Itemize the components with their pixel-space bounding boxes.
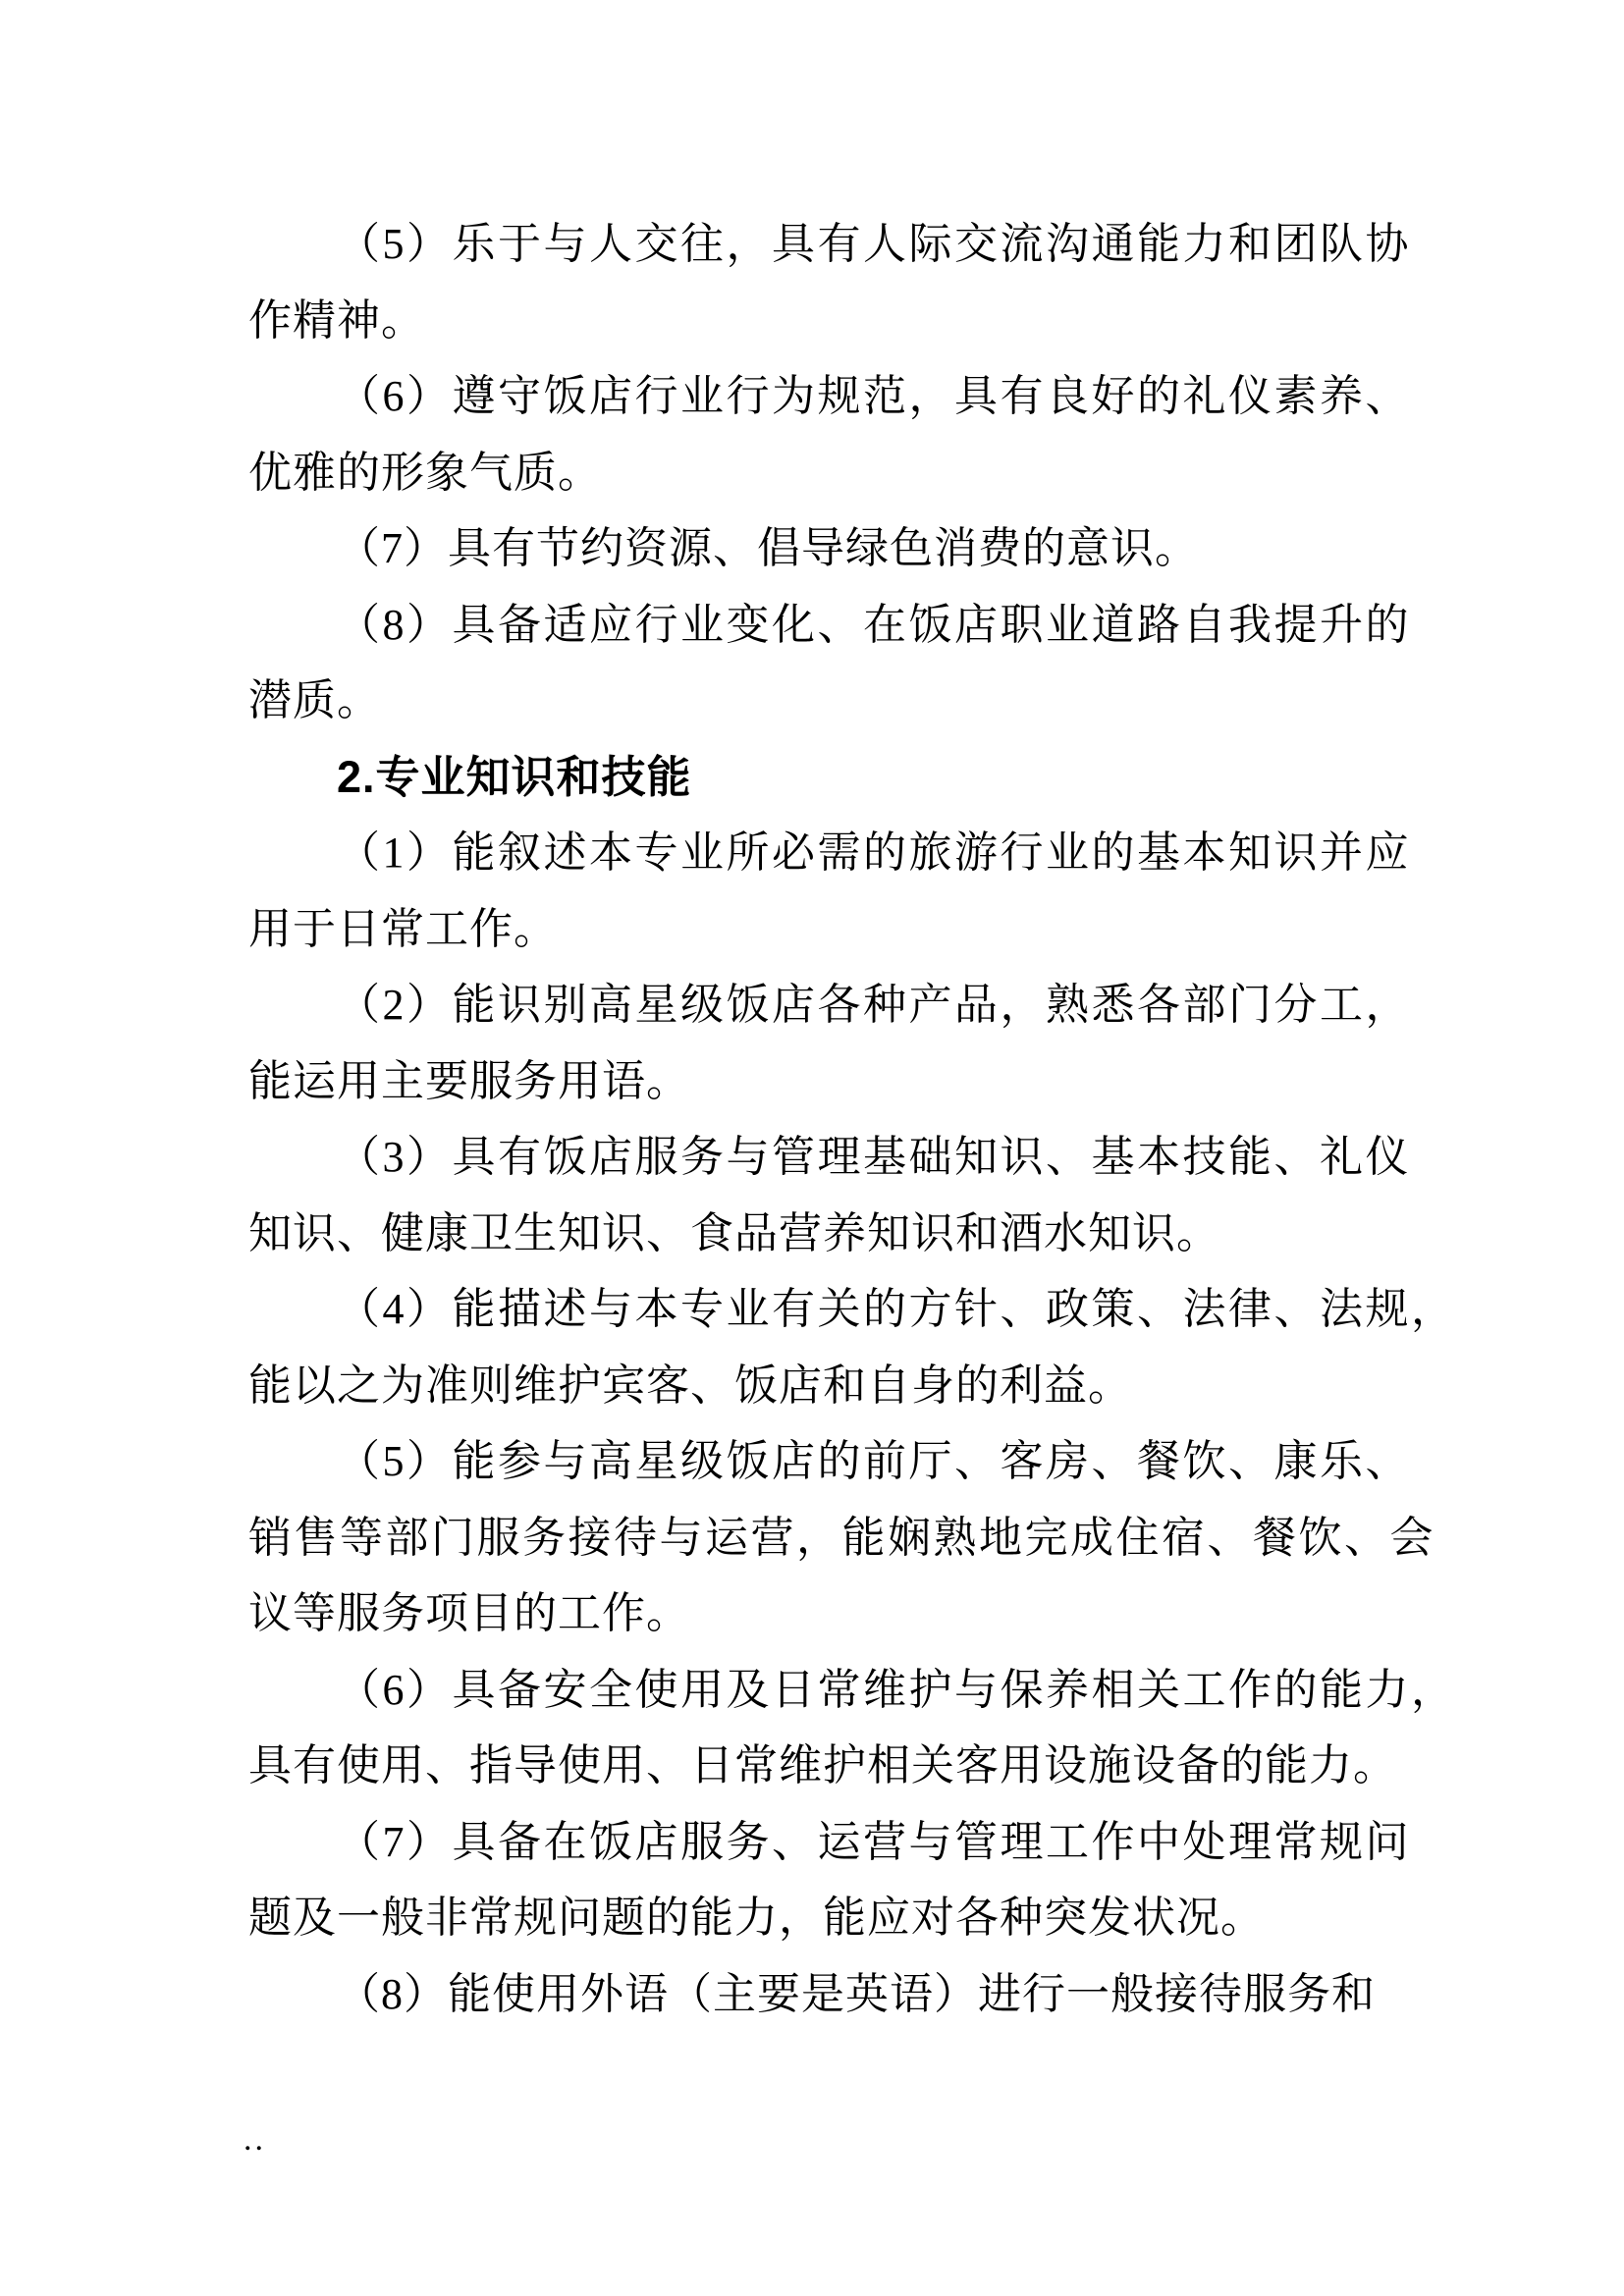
text-line: 潜质。	[248, 676, 381, 724]
text-line: 能以之为准则维护宾客、饭店和自身的利益。	[248, 1361, 1132, 1410]
text-line: 作精神。	[248, 295, 425, 345]
text-line: （1）能叙述本专业所必需的旅游行业的基本知识并应	[337, 828, 1411, 877]
section-heading: 2.专业知识和技能	[337, 751, 692, 802]
text-line: 知识、健康卫生知识、食品营养知识和酒水知识。	[248, 1208, 1220, 1257]
text-line: （4）能描述与本专业有关的方针、政策、法律、法规，	[337, 1285, 1457, 1333]
text-line: （8）具备适应行业变化、在饭店职业道路自我提升的	[337, 600, 1411, 649]
text-line: 优雅的形象气质。	[248, 448, 602, 497]
text-line: （5）乐于与人交往，具有人际交流沟通能力和团队协	[337, 220, 1411, 268]
text-line: 具有使用、指导使用、日常维护相关客用设施设备的能力。	[248, 1741, 1397, 1789]
text-line: 用于日常工作。	[248, 904, 558, 953]
text-line: 题及一般非常规问题的能力，能应对各种突发状况。	[248, 1894, 1265, 1942]
text-line: （2）能识别高星级饭店各种产品，熟悉各部门分工，	[337, 981, 1411, 1029]
footer-mark: ..	[244, 2121, 266, 2158]
text-line: （6）具备安全使用及日常维护与保养相关工作的能力，	[337, 1665, 1457, 1714]
text-line: （7）具有节约资源、倡导绿色消费的意识。	[337, 524, 1199, 572]
text-line: （7）具备在饭店服务、运营与管理工作中处理常规问	[337, 1817, 1411, 1866]
document-body	[248, 206, 1457, 2032]
text-line: 能运用主要服务用语。	[248, 1056, 690, 1105]
text-line: （8）能使用外语（主要是英语）进行一般接待服务和	[337, 1969, 1376, 2018]
text-line: 议等服务项目的工作。	[248, 1589, 690, 1637]
text-line: （5）能参与高星级饭店的前厅、客房、餐饮、康乐、	[337, 1437, 1411, 1485]
text-line: 销售等部门服务接待与运营，能娴熟地完成住宿、餐饮、会	[248, 1513, 1435, 1562]
text-line: （6）遵守饭店行业行为规范，具有良好的礼仪素养、	[337, 372, 1411, 420]
text-line: （3）具有饭店服务与管理基础知识、基本技能、礼仪	[337, 1133, 1411, 1181]
